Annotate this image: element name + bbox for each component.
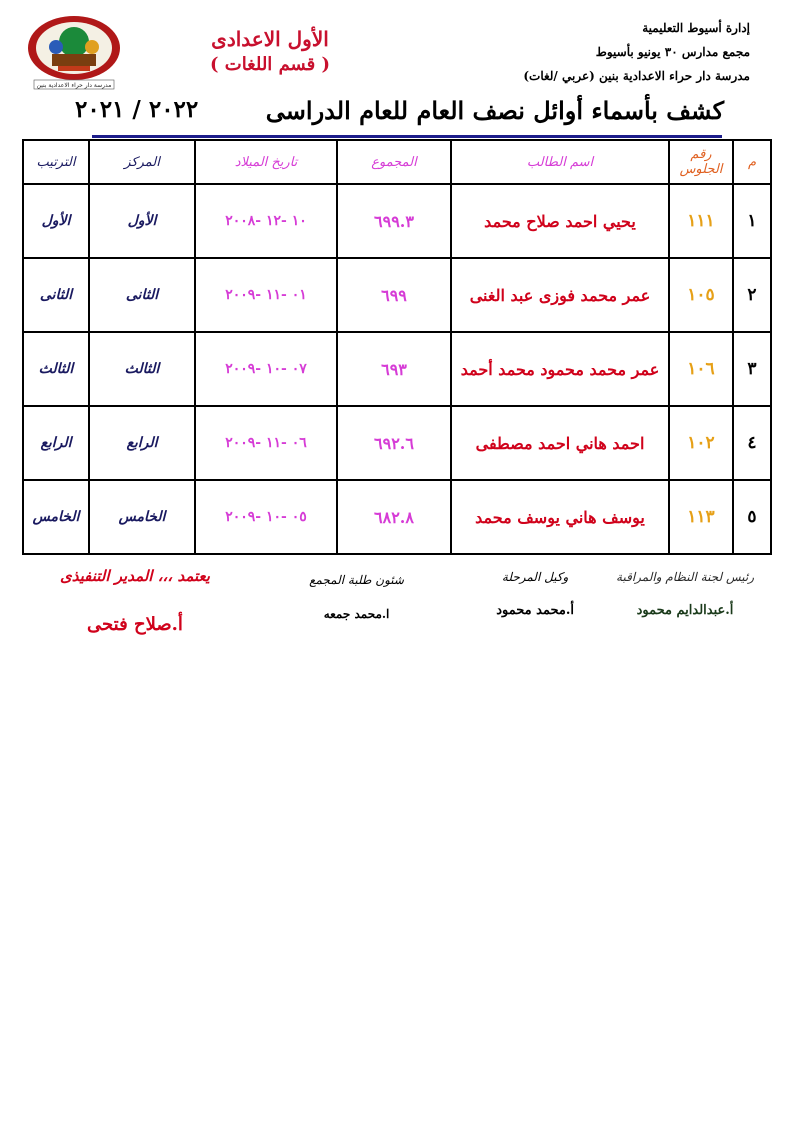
top-students-table [22, 139, 772, 555]
col-header-total: المجموع [337, 140, 451, 184]
school-line: مدرسة دار حراء الاعدادية بنين (عربي /لغات) [523, 69, 750, 83]
signature-role: رئيس لجنة النظام والمراقبة [616, 570, 754, 584]
table-row [23, 406, 771, 480]
signature-name: أ.عبدالدايم محمود [636, 603, 734, 618]
total-score: ٦٩٩.٣ [337, 184, 451, 258]
col-header-name: اسم الطالب [451, 140, 669, 184]
student-name: عمر محمد محمود محمد أحمد [451, 332, 669, 406]
signature-committee-head [616, 567, 754, 621]
signature-role: شئون طلبة المجمع [309, 573, 404, 587]
rank: الخامس [89, 480, 195, 554]
rank: الثالث [89, 332, 195, 406]
col-header-dob: تاريخ الميلاد [195, 140, 337, 184]
order: الرابع [23, 406, 89, 480]
row-number: ٥ [733, 480, 771, 554]
document-title: كشف بأسماء أوائل نصف العام للعام الدراسى [265, 96, 724, 125]
signature-student-affairs [309, 570, 404, 624]
academic-year: ٢٠٢٢ / ٢٠٢١ [75, 96, 199, 123]
signature-name: أ.صلاح فتحى [87, 614, 183, 635]
title-area [70, 96, 724, 136]
signature-role: يعتمد ،،، المدير التنفيذى [60, 567, 210, 585]
signature-role: وكيل المرحلة [501, 570, 569, 584]
birth-date: ٠١ -١١ -٢٠٠٩ [195, 258, 337, 332]
birth-date: ٠٧ -١٠ -٢٠٠٩ [195, 332, 337, 406]
logo-caption: مدرسة دار حراء الاعدادية بنين [36, 82, 112, 89]
col-header-rank: المركز [89, 140, 195, 184]
rank: الرابع [89, 406, 195, 480]
student-name: يحيي احمد صلاح محمد [451, 184, 669, 258]
total-score: ٦٩٩ [337, 258, 451, 332]
col-header-order: الترتيب [23, 140, 89, 184]
birth-date: ٠٦ -١١ -٢٠٠٩ [195, 406, 337, 480]
order: الثانى [23, 258, 89, 332]
signature-stage-deputy [496, 567, 574, 621]
signature-executive-director [60, 565, 210, 635]
complex-line: مجمع مدارس ٣٠ يونيو بأسيوط [595, 45, 750, 59]
total-score: ٦٩٣ [337, 332, 451, 406]
student-name: احمد هاني احمد مصطفى [451, 406, 669, 480]
birth-date: ١٠ -١٢ -٢٠٠٨ [195, 184, 337, 258]
grade-label: الأول الاعدادى [211, 27, 329, 51]
signature-name: أ.محمد محمود [496, 603, 574, 618]
title-underline [92, 135, 722, 138]
grade-heading [170, 26, 370, 78]
row-number: ٢ [733, 258, 771, 332]
table-header-row [23, 140, 771, 184]
section-label: ( قسم اللغات ) [209, 54, 331, 75]
order: الخامس [23, 480, 89, 554]
student-name: يوسف هاني يوسف محمد [451, 480, 669, 554]
rank: الأول [89, 184, 195, 258]
seat-number: ١٠٦ [669, 332, 733, 406]
total-score: ٦٨٢.٨ [337, 480, 451, 554]
table-row [23, 332, 771, 406]
administration-header [450, 16, 750, 88]
row-number: ٤ [733, 406, 771, 480]
school-logo [24, 14, 124, 94]
directorate-line: إدارة أسيوط التعليمية [642, 21, 750, 35]
seat-number: ١١١ [669, 184, 733, 258]
seat-number: ١٠٢ [669, 406, 733, 480]
birth-date: ٠٥ -١٠ -٢٠٠٩ [195, 480, 337, 554]
order: الأول [23, 184, 89, 258]
rank: الثانى [89, 258, 195, 332]
table-row [23, 480, 771, 554]
signature-name: ا.محمد جمعه [323, 607, 390, 621]
col-header-seat: رقم الجلوس [669, 140, 733, 184]
table-row [23, 258, 771, 332]
row-number: ١ [733, 184, 771, 258]
order: الثالث [23, 332, 89, 406]
table-row [23, 184, 771, 258]
student-name: عمر محمد فوزى عبد الغنى [451, 258, 669, 332]
seat-number: ١١٣ [669, 480, 733, 554]
row-number: ٣ [733, 332, 771, 406]
seat-number: ١٠٥ [669, 258, 733, 332]
total-score: ٦٩٢.٦ [337, 406, 451, 480]
col-header-number: م [733, 140, 771, 184]
